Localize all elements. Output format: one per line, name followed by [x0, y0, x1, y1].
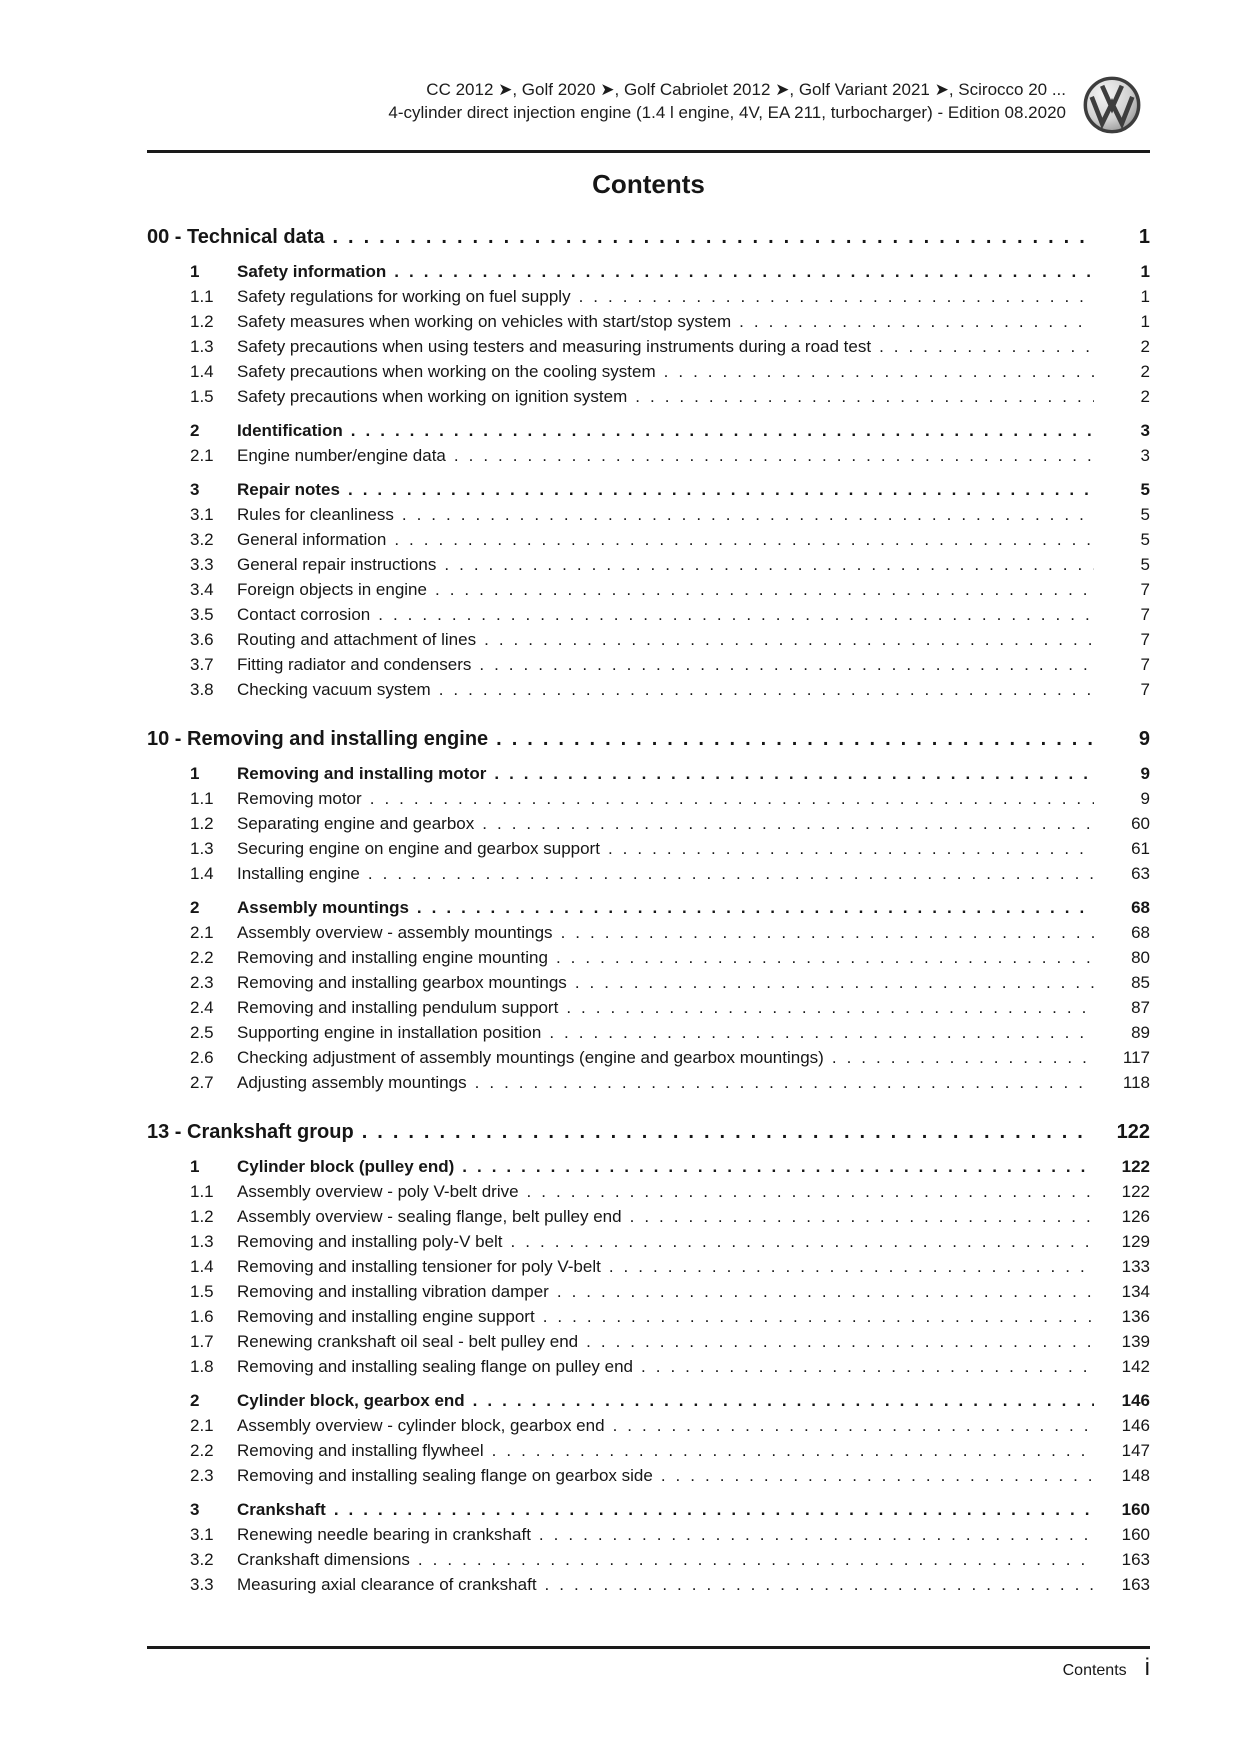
entry-number: 2.5	[190, 1023, 214, 1042]
entry-page-number: 7	[1140, 580, 1150, 599]
entry-number: 3.3	[190, 555, 214, 574]
entry-number: 1.4	[190, 362, 214, 381]
page-footer	[1063, 1655, 1150, 1681]
dot-leader	[454, 443, 1094, 468]
entry-page-number: 89	[1131, 1023, 1150, 1042]
dot-leader	[575, 970, 1094, 995]
entry-page-number: 163	[1121, 1550, 1150, 1569]
footer-divider	[147, 1646, 1150, 1649]
entry-number: 1.3	[190, 1232, 214, 1251]
entry-number: 1.5	[190, 387, 214, 406]
dot-leader	[348, 477, 1094, 502]
chapter-heading	[147, 1120, 1150, 1145]
toc-entry	[147, 334, 1150, 359]
dot-leader	[608, 836, 1094, 861]
dot-leader	[482, 811, 1094, 836]
entry-number: 1.7	[190, 1332, 214, 1351]
entry-page-number: 7	[1140, 630, 1150, 649]
entry-title: Safety precautions when working on the cooling system	[237, 362, 656, 381]
entry-number: 2.3	[190, 1466, 214, 1485]
toc-entry	[147, 1522, 1150, 1547]
dot-leader	[566, 995, 1094, 1020]
chapter-page-number: 9	[1138, 728, 1150, 750]
entry-number: 1.2	[190, 312, 214, 331]
toc-entry	[147, 284, 1150, 309]
chapter-heading	[147, 225, 1150, 250]
toc-entry	[147, 1304, 1150, 1329]
entry-title: Supporting engine in installation position	[237, 1023, 542, 1042]
dot-leader	[879, 334, 1094, 359]
dot-leader	[661, 1463, 1094, 1488]
dot-leader	[492, 1438, 1094, 1463]
entry-title: Safety regulations for working on fuel supply	[237, 287, 571, 306]
entry-number: 2.1	[190, 446, 214, 465]
entry-title: Removing and installing engine mounting	[237, 948, 548, 967]
entry-number: 1.3	[190, 839, 214, 858]
entry-title: Crankshaft dimensions	[237, 1550, 410, 1569]
entry-page-number: 163	[1121, 1575, 1150, 1594]
toc-entry	[147, 418, 1150, 443]
entry-title: Rules for cleanliness	[237, 505, 394, 524]
entry-number: 2	[190, 1391, 200, 1410]
toc-entry	[147, 1547, 1150, 1572]
dot-leader	[545, 1572, 1094, 1597]
toc-entry	[147, 1254, 1150, 1279]
entry-number: 3	[190, 1500, 200, 1519]
header-models-line: CC 2012 ➤, Golf 2020 ➤, Golf Cabriolet 2012 ➤, Golf Variant 2021 ➤, Scirocco 20 ...	[426, 80, 1066, 99]
toc-entry	[147, 359, 1150, 384]
entry-page-number: 2	[1140, 362, 1150, 381]
entry-page-number: 160	[1121, 1525, 1150, 1544]
toc-entry	[147, 811, 1150, 836]
entry-title: Measuring axial clearance of crankshaft	[237, 1575, 537, 1594]
entry-page-number: 68	[1131, 923, 1150, 942]
entry-number: 1.6	[190, 1307, 214, 1326]
chapter-title: 13 - Crankshaft group	[147, 1121, 354, 1143]
entry-title: Foreign objects in engine	[237, 580, 427, 599]
entry-title: Routing and attachment of lines	[237, 630, 477, 649]
toc-entry	[147, 502, 1150, 527]
entry-page-number: 63	[1131, 864, 1150, 883]
entry-number: 3.5	[190, 605, 214, 624]
dot-leader	[556, 945, 1094, 970]
toc-entry	[147, 1070, 1150, 1095]
chapter-page-number: 1	[1138, 226, 1150, 248]
entry-title: Removing motor	[237, 789, 362, 808]
dot-leader	[418, 1547, 1094, 1572]
dot-leader	[439, 677, 1094, 702]
entry-title: Engine number/engine data	[237, 446, 446, 465]
entry-number: 1.4	[190, 864, 214, 883]
entry-title: Removing and installing sealing flange on gearbox side	[237, 1466, 653, 1485]
footer-page-number: i	[1144, 1654, 1150, 1681]
entry-number: 1.2	[190, 1207, 214, 1226]
chapter-title: 00 - Technical data	[147, 226, 325, 248]
entry-page-number: 9	[1140, 764, 1150, 783]
entry-page-number: 7	[1140, 605, 1150, 624]
entry-number: 2	[190, 898, 200, 917]
toc-entry	[147, 552, 1150, 577]
dot-leader	[641, 1354, 1094, 1379]
toc-entry	[147, 309, 1150, 334]
entry-title: Assembly mountings	[237, 898, 409, 917]
toc-entry	[147, 786, 1150, 811]
dot-leader	[479, 652, 1094, 677]
toc-entry	[147, 1020, 1150, 1045]
toc-entry	[147, 1388, 1150, 1413]
dot-leader	[444, 552, 1094, 577]
chapter-page-number: 122	[1116, 1121, 1150, 1143]
toc-entry	[147, 970, 1150, 995]
entry-page-number: 5	[1140, 480, 1150, 499]
toc-entry	[147, 1463, 1150, 1488]
dot-leader	[739, 309, 1094, 334]
entry-title: Assembly overview - cylinder block, gearbox end	[237, 1416, 605, 1435]
entry-title: Crankshaft	[237, 1500, 326, 1519]
entry-page-number: 61	[1131, 839, 1150, 858]
toc-entry	[147, 861, 1150, 886]
entry-page-number: 148	[1121, 1466, 1150, 1485]
entry-number: 3.7	[190, 655, 214, 674]
entry-page-number: 5	[1140, 530, 1150, 549]
toc-entry	[147, 1413, 1150, 1438]
entry-number: 2.1	[190, 1416, 214, 1435]
toc-entry	[147, 477, 1150, 502]
entry-title: Identification	[237, 421, 343, 440]
entry-number: 1.2	[190, 814, 214, 833]
entry-number: 3.8	[190, 680, 214, 699]
entry-title: Renewing needle bearing in crankshaft	[237, 1525, 531, 1544]
entry-page-number: 3	[1140, 421, 1150, 440]
entry-number: 2.2	[190, 948, 214, 967]
entry-title: Removing and installing pendulum support	[237, 998, 559, 1017]
toc-entry	[147, 1229, 1150, 1254]
entry-title: Removing and installing gearbox mountings	[237, 973, 567, 992]
entry-title: General repair instructions	[237, 555, 437, 574]
entry-page-number: 146	[1121, 1391, 1150, 1410]
toc-entry	[147, 627, 1150, 652]
entry-number: 2	[190, 421, 200, 440]
entry-title: Securing engine on engine and gearbox support	[237, 839, 600, 858]
entry-number: 2.3	[190, 973, 214, 992]
entry-page-number: 118	[1122, 1073, 1150, 1092]
entry-title: General information	[237, 530, 387, 549]
entry-number: 2.7	[190, 1073, 214, 1092]
dot-leader	[402, 502, 1094, 527]
toc-entry	[147, 677, 1150, 702]
toc-entry	[147, 1497, 1150, 1522]
table-of-contents	[147, 225, 1150, 1597]
dot-leader	[351, 418, 1094, 443]
chapter-title: 10 - Removing and installing engine	[147, 728, 489, 750]
dot-leader	[394, 259, 1094, 284]
toc-entry	[147, 895, 1150, 920]
header-engine-line: 4-cylinder direct injection engine (1.4 l engine, 4V, EA 211, turbocharger) - Edition 08.2020	[388, 103, 1066, 122]
entry-number: 1.1	[190, 287, 214, 306]
dot-leader	[378, 602, 1094, 627]
toc-entry	[147, 527, 1150, 552]
entry-title: Separating engine and gearbox	[237, 814, 475, 833]
entry-number: 1	[190, 764, 200, 783]
dot-leader	[539, 1522, 1094, 1547]
toc-entry	[147, 652, 1150, 677]
entry-number: 3	[190, 480, 200, 499]
entry-page-number: 134	[1121, 1282, 1150, 1301]
entry-number: 3.1	[190, 505, 214, 524]
page-title: Contents	[592, 169, 705, 199]
entry-page-number: 136	[1121, 1307, 1150, 1326]
dot-leader	[332, 225, 1094, 250]
dot-leader	[370, 786, 1094, 811]
dot-leader	[475, 1070, 1094, 1095]
entry-page-number: 7	[1140, 655, 1150, 674]
entry-page-number: 5	[1140, 555, 1150, 574]
dot-leader	[368, 861, 1094, 886]
dot-leader	[527, 1179, 1094, 1204]
entry-number: 1.1	[190, 789, 214, 808]
entry-page-number: 9	[1140, 789, 1150, 808]
entry-page-number: 80	[1131, 948, 1150, 967]
entry-number: 1.8	[190, 1357, 214, 1376]
entry-number: 1.4	[190, 1257, 214, 1276]
entry-number: 1.5	[190, 1282, 214, 1301]
entry-page-number: 129	[1121, 1232, 1150, 1251]
entry-title: Repair notes	[237, 480, 340, 499]
dot-leader	[586, 1329, 1094, 1354]
entry-title: Safety precautions when using testers and measuring instruments during a road test	[237, 337, 872, 356]
entry-title: Removing and installing tensioner for poly V-belt	[237, 1257, 601, 1276]
entry-number: 2.4	[190, 998, 214, 1017]
entry-title: Fitting radiator and condensers	[237, 655, 472, 674]
entry-page-number: 85	[1131, 973, 1150, 992]
entry-page-number: 117	[1122, 1048, 1150, 1067]
entry-page-number: 160	[1121, 1500, 1150, 1519]
entry-title: Adjusting assembly mountings	[237, 1073, 467, 1092]
entry-title: Assembly overview - poly V-belt drive	[237, 1182, 519, 1201]
entry-title: Safety precautions when working on ignition system	[237, 387, 628, 406]
chapter-heading	[147, 727, 1150, 752]
dot-leader	[494, 761, 1094, 786]
toc-entry	[147, 761, 1150, 786]
toc-entry	[147, 577, 1150, 602]
toc-entry	[147, 995, 1150, 1020]
toc-entry	[147, 1354, 1150, 1379]
entry-number: 2.2	[190, 1441, 214, 1460]
toc-entry	[147, 1438, 1150, 1463]
entry-title: Cylinder block, gearbox end	[237, 1391, 465, 1410]
entry-title: Renewing crankshaft oil seal - belt pulley end	[237, 1332, 579, 1351]
entry-number: 2.6	[190, 1048, 214, 1067]
entry-number: 3.2	[190, 530, 214, 549]
entry-page-number: 1	[1140, 262, 1150, 281]
entry-number: 3.6	[190, 630, 214, 649]
entry-page-number: 7	[1140, 680, 1150, 699]
dot-leader	[664, 359, 1094, 384]
toc-entry	[147, 1279, 1150, 1304]
toc-entry	[147, 1154, 1150, 1179]
entry-page-number: 142	[1121, 1357, 1150, 1376]
dot-leader	[630, 1204, 1094, 1229]
toc-entry	[147, 920, 1150, 945]
toc-entry	[147, 384, 1150, 409]
entry-title: Removing and installing motor	[237, 764, 487, 783]
dot-leader	[543, 1304, 1094, 1329]
entry-page-number: 2	[1140, 337, 1150, 356]
toc-entry	[147, 1179, 1150, 1204]
dot-leader	[417, 895, 1094, 920]
footer-label: Contents	[1062, 1662, 1127, 1679]
dot-leader	[334, 1497, 1094, 1522]
dot-leader	[394, 527, 1094, 552]
entry-number: 3.3	[190, 1575, 214, 1594]
entry-page-number: 139	[1121, 1332, 1150, 1351]
entry-page-number: 126	[1121, 1207, 1150, 1226]
entry-title: Cylinder block (pulley end)	[237, 1157, 455, 1176]
toc-entry	[147, 1204, 1150, 1229]
toc-entry	[147, 1045, 1150, 1070]
toc-entry	[147, 443, 1150, 468]
vw-logo-icon	[1083, 76, 1141, 134]
dot-leader	[435, 577, 1094, 602]
entry-page-number: 68	[1131, 898, 1150, 917]
dot-leader	[362, 1120, 1094, 1145]
dot-leader	[549, 1020, 1094, 1045]
dot-leader	[473, 1388, 1094, 1413]
entry-page-number: 122	[1121, 1157, 1150, 1176]
entry-page-number: 1	[1140, 312, 1150, 331]
page-header	[0, 0, 1240, 124]
entry-title: Checking vacuum system	[237, 680, 431, 699]
dot-leader	[484, 627, 1094, 652]
entry-title: Removing and installing poly-V belt	[237, 1232, 503, 1251]
entry-page-number: 147	[1121, 1441, 1150, 1460]
toc-entry	[147, 1572, 1150, 1597]
entry-page-number: 1	[1140, 287, 1150, 306]
entry-page-number: 3	[1140, 446, 1150, 465]
entry-number: 2.1	[190, 923, 214, 942]
entry-number: 1.1	[190, 1182, 214, 1201]
dot-leader	[613, 1413, 1094, 1438]
dot-leader	[609, 1254, 1094, 1279]
dot-leader	[496, 727, 1094, 752]
entry-page-number: 122	[1121, 1182, 1150, 1201]
dot-leader	[561, 920, 1094, 945]
entry-title: Removing and installing vibration damper	[237, 1282, 549, 1301]
toc-entry	[147, 1329, 1150, 1354]
dot-leader	[462, 1154, 1094, 1179]
dot-leader	[557, 1279, 1094, 1304]
dot-leader	[579, 284, 1094, 309]
toc-entry	[147, 836, 1150, 861]
entry-number: 1.3	[190, 337, 214, 356]
entry-number: 3.2	[190, 1550, 214, 1569]
toc-entry	[147, 945, 1150, 970]
entry-title: Safety measures when working on vehicles with start/stop system	[237, 312, 732, 331]
entry-title: Contact corrosion	[237, 605, 371, 624]
entry-page-number: 133	[1121, 1257, 1150, 1276]
entry-title: Safety information	[237, 262, 387, 281]
entry-page-number: 146	[1121, 1416, 1150, 1435]
toc-entry	[147, 602, 1150, 627]
dot-leader	[511, 1229, 1094, 1254]
entry-title: Removing and installing engine support	[237, 1307, 535, 1326]
entry-page-number: 5	[1140, 505, 1150, 524]
dot-leader	[832, 1045, 1094, 1070]
entry-number: 1	[190, 1157, 200, 1176]
entry-page-number: 87	[1131, 998, 1150, 1017]
entry-number: 1	[190, 262, 200, 281]
entry-title: Assembly overview - assembly mountings	[237, 923, 553, 942]
entry-number: 3.1	[190, 1525, 214, 1544]
entry-page-number: 60	[1131, 814, 1150, 833]
entry-title: Installing engine	[237, 864, 360, 883]
entry-title: Removing and installing flywheel	[237, 1441, 484, 1460]
entry-number: 3.4	[190, 580, 214, 599]
entry-title: Removing and installing sealing flange on pulley end	[237, 1357, 633, 1376]
entry-title: Assembly overview - sealing flange, belt pulley end	[237, 1207, 622, 1226]
entry-page-number: 2	[1140, 387, 1150, 406]
entry-title: Checking adjustment of assembly mountings (engine and gearbox mountings)	[237, 1048, 824, 1067]
toc-entry	[147, 259, 1150, 284]
dot-leader	[635, 384, 1094, 409]
